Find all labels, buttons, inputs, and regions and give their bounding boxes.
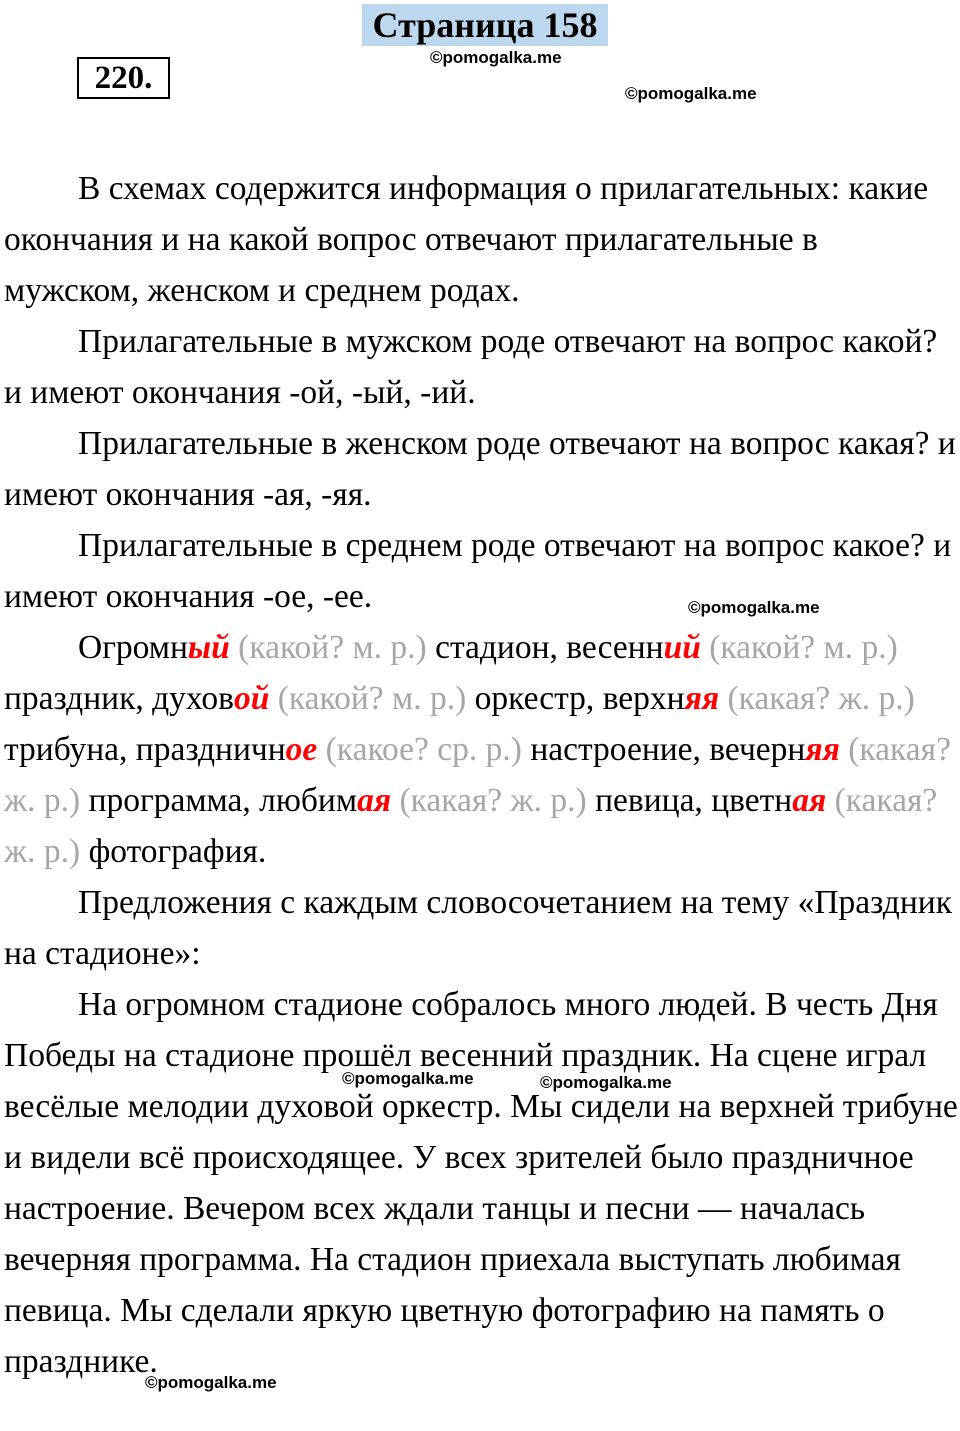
word-stem: праздничн xyxy=(135,731,286,768)
grammar-note: (какая? ж. р.) xyxy=(727,680,915,717)
word-ending: ая xyxy=(357,782,392,819)
exercise-number: 220. xyxy=(77,57,170,99)
phrase xyxy=(136,731,710,768)
paragraph: В схемах содержится информация о прилагательных: какие окончания и на какой вопрос отвечают прилагательные в мужском, женском и среднем родах. xyxy=(4,170,929,309)
word-ending: ая xyxy=(792,782,827,819)
word-stem: весенн xyxy=(566,629,664,666)
watermark: ©pomogalka.me xyxy=(342,1069,474,1088)
word-stem: вечерн xyxy=(709,731,806,768)
paragraph: Предложения с каждым словосочетанием на тему «Праздник на стадионе»: xyxy=(4,884,952,972)
noun: певица, xyxy=(586,782,712,819)
paragraph: Прилагательные в женском роде отвечают на вопрос какая? и имеют окончания -ая, -яя. xyxy=(4,425,956,513)
word-stem: любим xyxy=(259,782,358,819)
grammar-note: (какое? ср. р.) xyxy=(325,731,522,768)
noun: стадион, xyxy=(426,629,567,666)
phrase xyxy=(259,782,711,819)
paragraph: Прилагательные в мужском роде отвечают на вопрос какой? и имеют окончания -ой, -ый, -ий. xyxy=(4,323,938,411)
word-ending: ое xyxy=(285,731,318,768)
grammar-note: (какая? ж. р.) xyxy=(4,782,938,870)
answer-text xyxy=(4,163,960,1387)
watermark: ©pomogalka.me xyxy=(625,84,757,103)
watermark: ©pomogalka.me xyxy=(688,598,820,617)
noun: фотография. xyxy=(80,833,267,870)
noun: настроение, xyxy=(521,731,710,768)
noun: трибуна, xyxy=(4,731,136,768)
noun: праздник, xyxy=(4,680,153,717)
grammar-note: (какой? м. р.) xyxy=(277,680,467,717)
phrase xyxy=(78,629,566,666)
paragraph: Прилагательные в среднем роде отвечают на вопрос какое? и имеют окончания -ое, -ее. xyxy=(4,527,952,615)
word-stem: духов xyxy=(152,680,234,717)
page-title: Страница 158 xyxy=(362,4,608,46)
word-ending: ий xyxy=(663,629,701,666)
noun: оркестр, xyxy=(466,680,603,717)
word-ending: яя xyxy=(805,731,840,768)
grammar-note: (какой? м. р.) xyxy=(709,629,898,666)
word-ending: ый xyxy=(187,629,230,666)
word-ending: ой xyxy=(233,680,270,717)
word-stem: верхн xyxy=(602,680,685,717)
word-stem: цветн xyxy=(711,782,793,819)
grammar-note: (какая? ж. р.) xyxy=(399,782,587,819)
noun: программа, xyxy=(80,782,260,819)
word-ending: яя xyxy=(684,680,720,717)
grammar-note: (какой? м. р.) xyxy=(238,629,427,666)
word-stem: Огромн xyxy=(78,629,188,666)
paragraph: На огромном стадионе собралось много людей. В честь Дня Победы на стадионе прошёл весенний праздник. На сцене играл весёлые мелодии духовой оркестр. Мы сидели на верхней трибуне и видели всё происходящее. У всех зрителей было праздничное настроение. Вечером всех ждали танцы и песни — началась вечерняя программа. На стадион приехала выступать любимая певица. Мы сделали яркую цветную фотографию на память о празднике. xyxy=(4,986,958,1380)
watermark: ©pomogalka.me xyxy=(430,48,562,67)
watermark: ©pomogalka.me xyxy=(145,1373,277,1392)
grammar-note: (какая? ж. р.) xyxy=(4,731,951,819)
phrases-paragraph xyxy=(4,622,960,877)
watermark: ©pomogalka.me xyxy=(540,1073,672,1092)
phrase xyxy=(152,680,603,717)
